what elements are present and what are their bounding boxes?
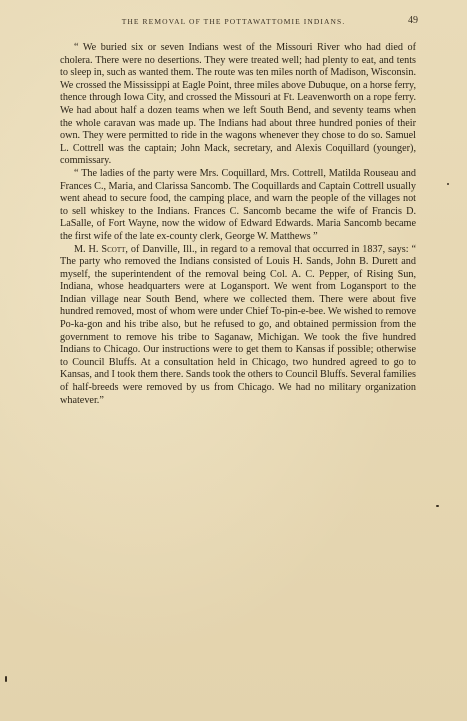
running-head: THE REMOVAL OF THE POTTAWATTOMIE INDIANS. <box>121 17 346 26</box>
paragraph-3-name: M. H. Scott <box>74 243 126 255</box>
paragraph-3-text: , of Danville, Ill., in regard to a removal that occurred in 1837, says: “ The party who removed the Indians consisted of Louis H. Sands, John B. Durett and myself, the superintendent of the removal being Col. A. C. Pepper, of Rising Sun, Indiana, whose headquarters were at Logansport. We went from Logansport to the Indian village near South Bend, where we collected them. There were about five hundred removed, most of whom were under Chief To-pin-e-bee. We wished to remove Po-ka-gon and his tribe also, but he refused to go, and obtained permission from the government to remove his tribe to Saganaw, Michigan. We took the five hundred Indians to Chicago. Our instructions were to get them to Kansas if possible; otherwise to Council Bluffs. At a consultation held in Chicago, two hundred agreed to go to Kansas, and I took them there. Sands took the others to Council Bluffs. Several families of half-breeds were removed by us from Chicago. We had no military organization whatever.” <box>60 243 416 406</box>
body-text <box>60 42 416 407</box>
margin-speck <box>436 505 439 507</box>
paragraph-2: “ The ladies of the party were Mrs. Coquillard, Mrs. Cottrell, Matilda Rouseau and Frances C., Maria, and Clarissa Sancomb. The Coquillards and Captain Cottrell usually went ahead to secure food, the camping place, and warn the people of the villages not to sell whiskey to the Indians. Frances C. Sancomb became the wife of Francis D. LaSalle, of Fort Wayne, now the widow of Edward Edwards. Maria Sancomb became the first wife of the late ex-county clerk, George W. Matthews ” <box>60 167 416 242</box>
paragraph-3 <box>60 244 416 408</box>
margin-speck <box>447 183 449 185</box>
margin-mark <box>5 676 7 682</box>
page-header <box>0 17 467 31</box>
paragraph-1: “ We buried six or seven Indians west of the Missouri River who had died of cholera. There were no desertions. They were treated well; had plenty to eat, and tents to sleep in, such as wanted them. The route was ten miles north of Madison, Wisconsin. We crossed the Mississippi at Eagle Point, three miles above Dubuque, on a horse ferry, thence through Iowa City, and crossed the Missouri at Ft. Leavenworth on a rope ferry. We had about half a dozen teams when we left South Bend, and seventy teams when the whole caravan was made up. The Indians had about three hundred ponies of their own. They were permitted to ride in the wagons whenever they chose to do so. Samuel L. Cottrell was the captain; John Mack, secretary, and Alexis Coquillard (younger), commissary. <box>60 42 416 167</box>
page-number: 49 <box>408 15 418 26</box>
